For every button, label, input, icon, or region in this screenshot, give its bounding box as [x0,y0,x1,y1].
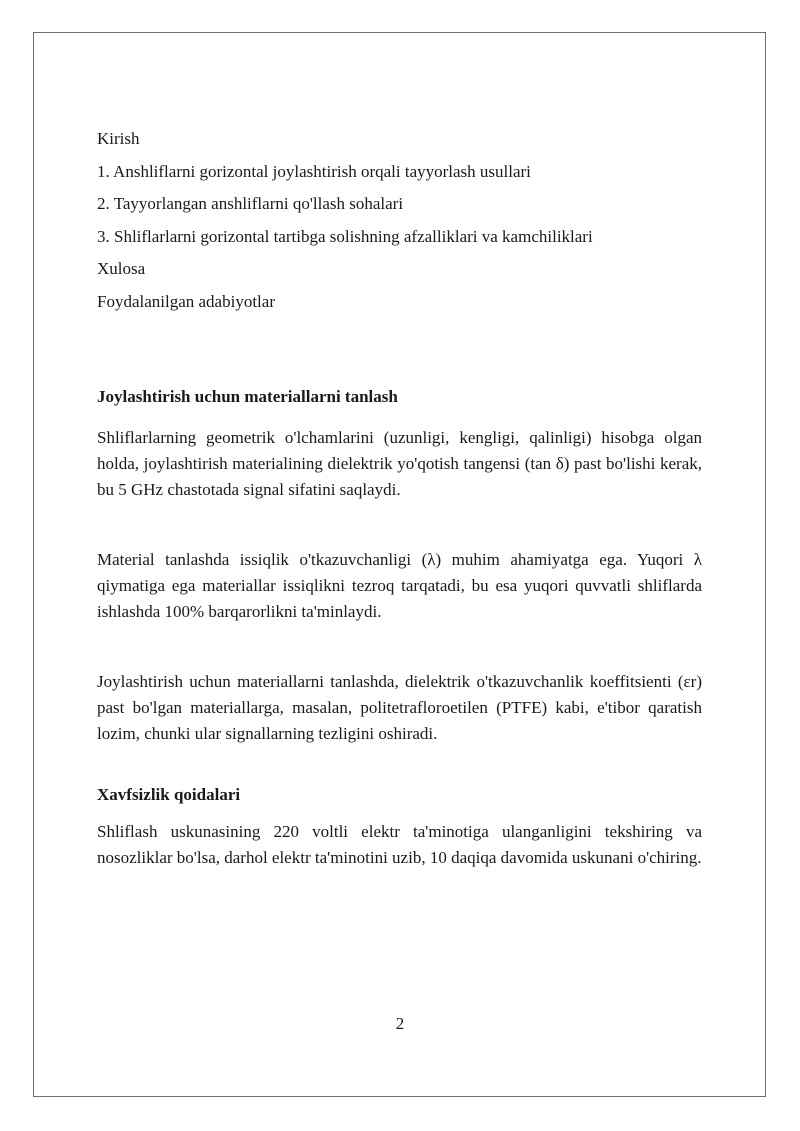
paragraph: Material tanlashda issiqlik o'tkazuvchanligi (λ) muhim ahamiyatga ega. Yuqori λ qiymatiga ega materiallar issiqlikni tezroq tarqatadi, bu esa yuqori quvvatli shliflarda ishlashda 100% barqarorlikni ta'minlaydi. [97,549,702,621]
toc-item-introduction: Kirish [97,129,140,148]
toc-item-references: Foydalanilgan adabiyotlar [97,291,275,311]
document-body [97,128,702,871]
table-of-contents [97,128,702,313]
section-heading-materials: Joylashtirish uchun materiallarni tanlash [97,386,398,406]
paragraph: Shliflarlarning geometrik o'lchamlarini (uzunligi, kengligi, qalinligi) hisobga olgan holda, joylashtirish materialining dielektrik yo'qotish tangensi (tan δ) past bo'lishi kerak, bu 5 GHz chastotada signal sifatini saqlaydi. [97,427,702,499]
section-heading-safety: Xavfsizlik qoidalari [97,784,241,804]
toc-item-chapter-1: 1. Anshliflarni gorizontal joylashtirish orqali tayyorlash usullari [97,161,531,181]
paragraph: Shliflash uskunasining 220 voltli elektr ta'minotiga ulanganligini tekshiring va nosozliklar bo'lsa, darhol elektr ta'minotini uzib, 10 daqiqa davomida uskunani o'chiring. [97,821,702,867]
paragraph: Joylashtirish uchun materiallarni tanlashda, dielektrik o'tkazuvchanlik koeffitsienti (εr) past bo'lgan materiallarga, masalan, politetrafloroetilen (PTFE) kabi, e'tibor qaratish lozim, chunki ular signallarning tezligini oshiradi. [97,671,702,743]
toc-item-chapter-2: 2. Tayyorlangan anshliflarni qo'llash sohalari [97,194,404,213]
toc-item-chapter-3: 3. Shliflarlarni gorizontal tartibga solishning afzalliklari va kamchiliklari [97,226,593,246]
page-number: 2 [395,1014,405,1033]
toc-item-conclusion: Xulosa [97,259,146,278]
